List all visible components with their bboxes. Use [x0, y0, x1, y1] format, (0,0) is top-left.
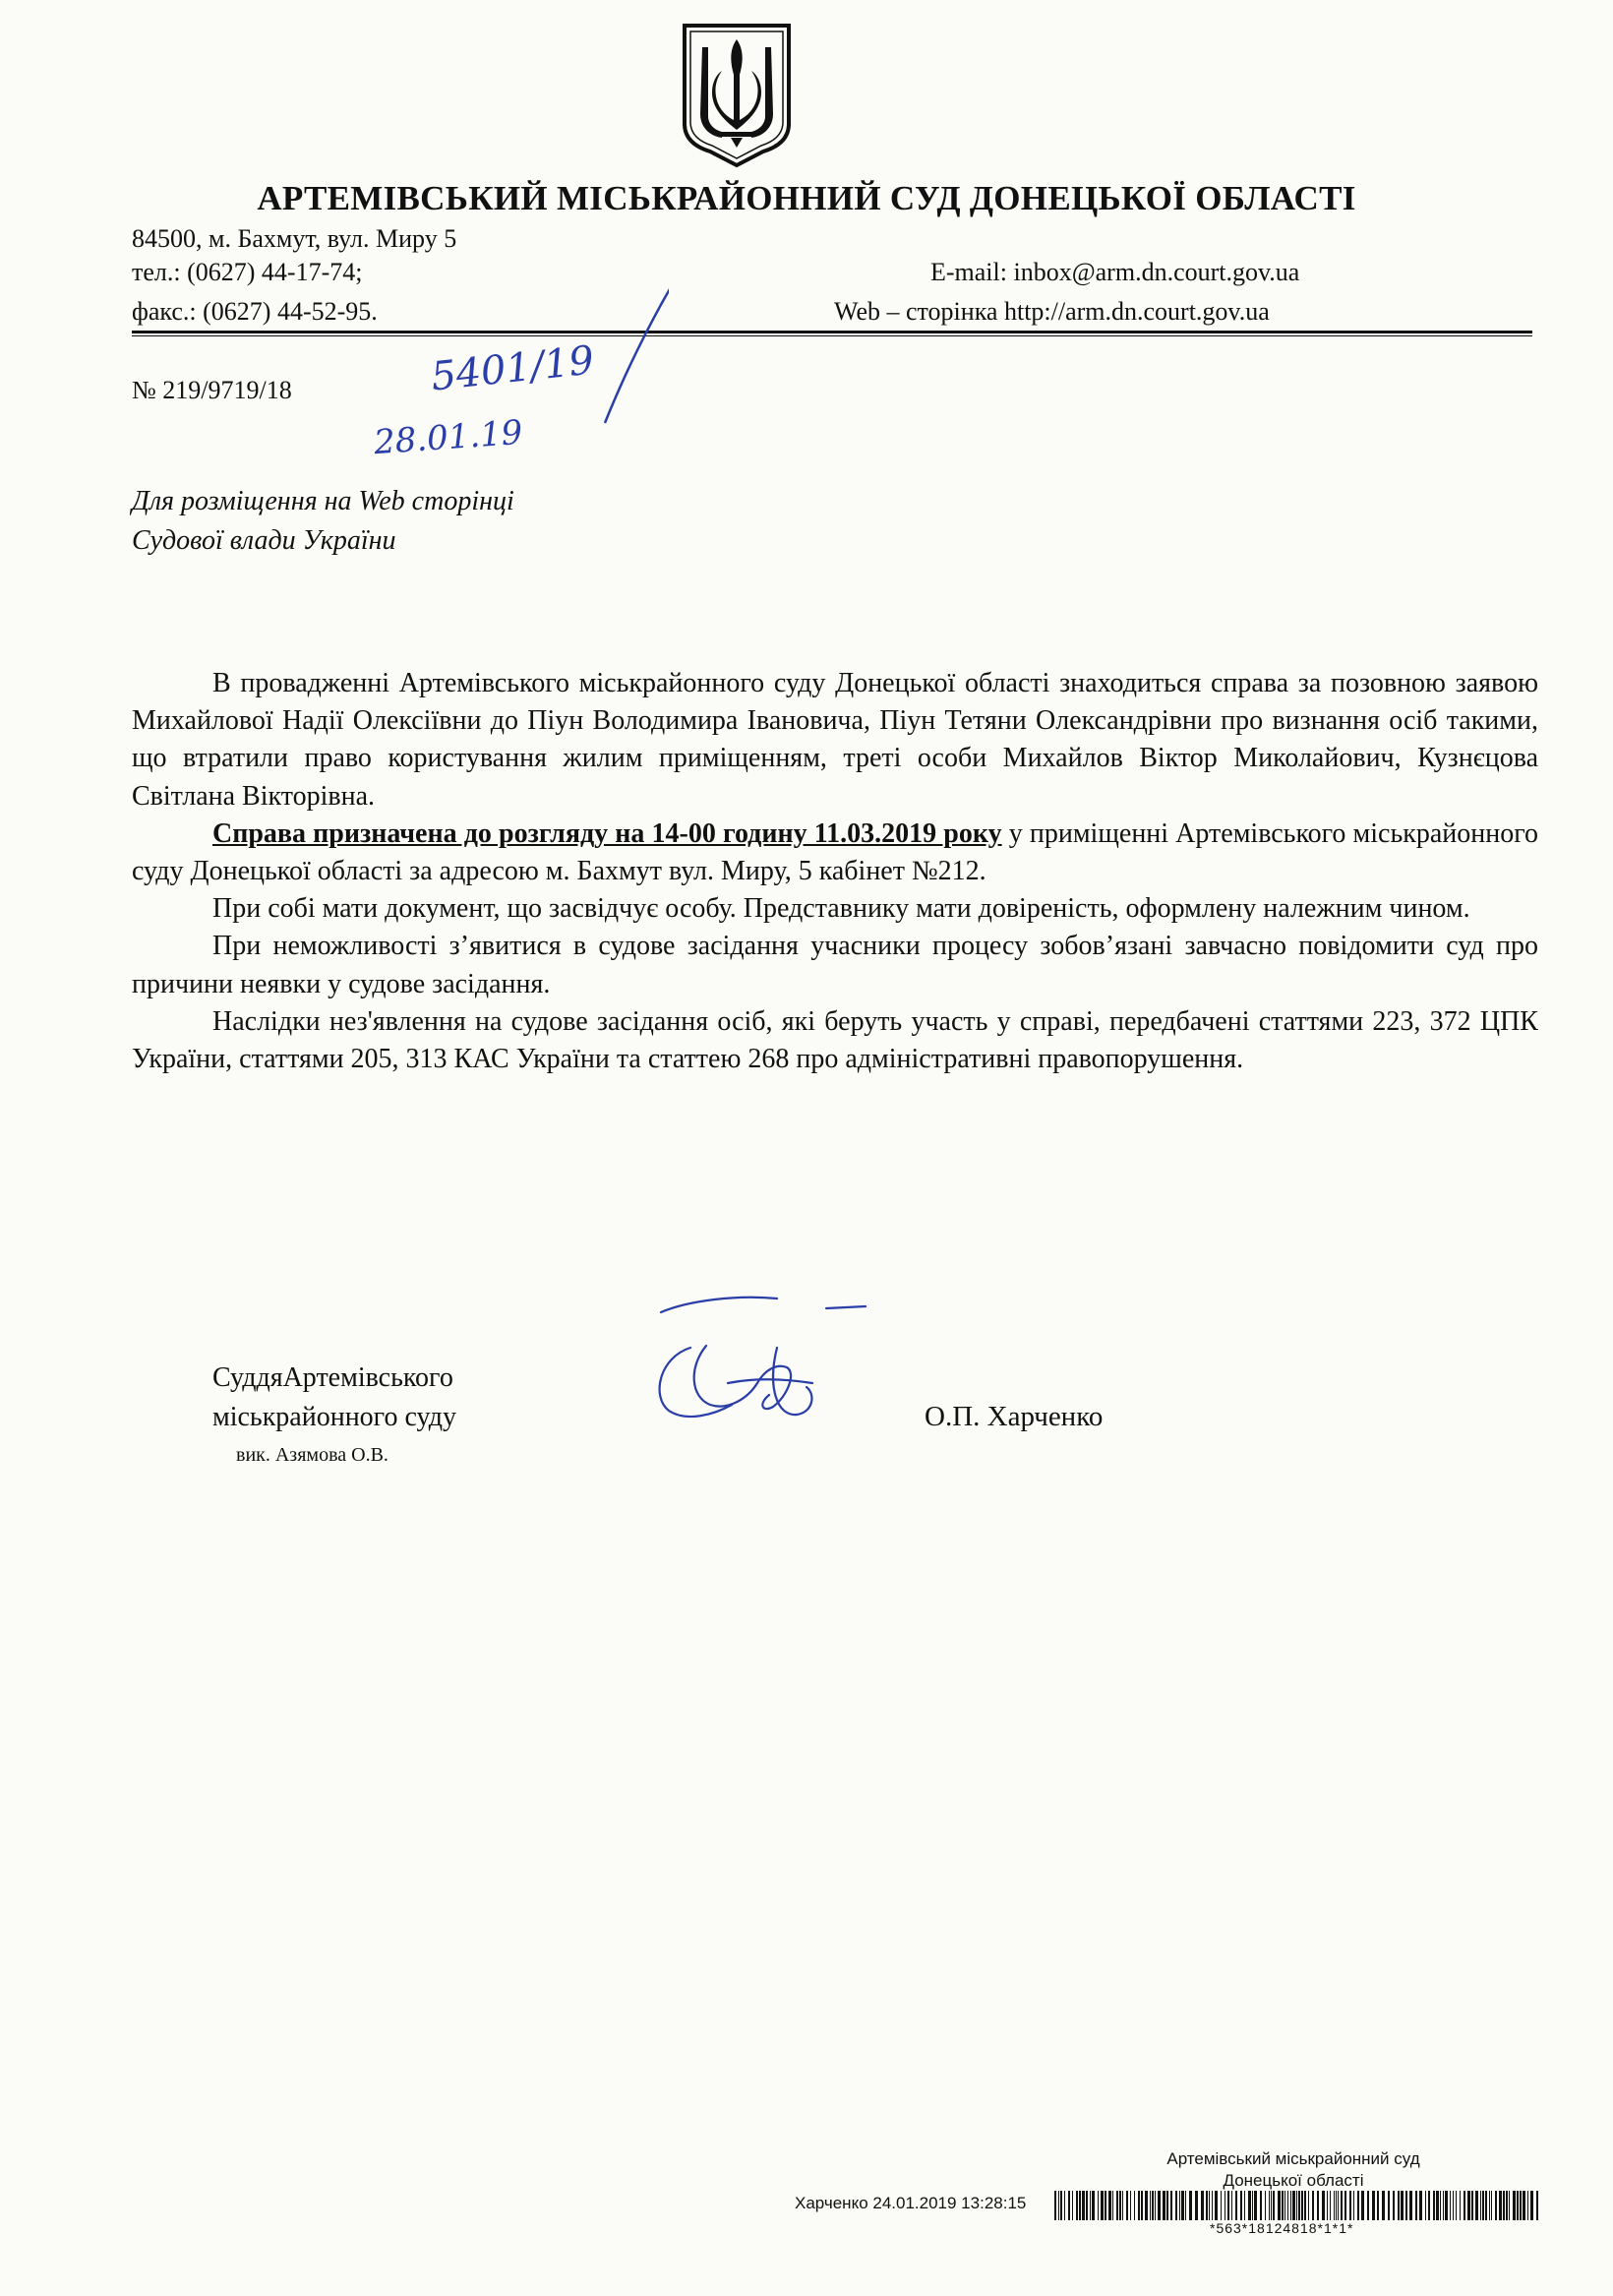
barcode-icon: [1054, 2191, 1540, 2220]
acting-judge-note: вик. Азямова О.В.: [236, 1444, 388, 1466]
paragraph-absence-notice: При неможливості з’явитися в судове засідання учасники процесу зобов’язані завчасно повідомити суд про причини неявки у судове засідання.: [132, 931, 1538, 999]
court-email: E-mail: inbox@arm.dn.court.gov.ua: [930, 258, 1300, 286]
e-stamp-signer: Харченко 24.01.2019 13:28:15: [795, 2194, 1027, 2212]
court-address: 84500, м. Бахмут, вул. Миру 5: [132, 224, 457, 253]
document-number: № 219/9719/18: [132, 376, 292, 404]
barcode-code: *563*18124818*1*1*: [1210, 2220, 1354, 2236]
coat-of-arms-icon: [679, 22, 795, 169]
addressee: [132, 482, 514, 561]
header-divider-thin: [132, 335, 1532, 336]
paragraph-hearing-schedule: [132, 816, 1538, 890]
judge-title: [212, 1359, 456, 1437]
court-name: АРТЕМІВСЬКИЙ МІСЬКРАЙОННИЙ СУД ДОНЕЦЬКОЇ ОБЛАСТІ: [257, 179, 1356, 217]
hearing-date-emphasis: Справа призначена до розгляду на 14-00 годину 11.03.2019 року: [212, 817, 1002, 849]
handwritten-signature: [629, 1289, 885, 1446]
e-stamp-court-line: Артемівський міськрайонний суд: [1166, 2149, 1420, 2168]
letter-body: [132, 665, 1538, 1078]
addressee-line: Судової влади України: [132, 525, 396, 556]
header-divider: [132, 331, 1532, 333]
handwritten-registration-number: 5401/19: [429, 337, 597, 400]
judge-title-line: СуддяАртемівського: [212, 1362, 453, 1393]
court-fax: факс.: (0627) 44-52-95.: [132, 297, 378, 326]
paragraph-documents: При собі мати документ, що засвідчує особу. Представнику мати довіреність, оформлену належним чином.: [212, 893, 1470, 925]
court-web-page: Web – сторінка http://arm.dn.court.gov.ua: [834, 297, 1270, 326]
handwritten-registration-date: 28.01.19: [372, 412, 524, 463]
paragraph-case-description: В провадженні Артемівського міськрайонного суду Донецької області знаходиться справа за позовною заявою Михайлової Надії Олексіївни до Піун Володимира Івановича, Піун Тетяни Олександрівни про визнання осіб такими, що втратили право користування жилим приміщенням, треті особи Михайлов Віктор Миколайович, Кузнєцова Світлана Вікторівна.: [132, 668, 1538, 812]
addressee-line: Для розміщення на Web сторінці: [132, 486, 514, 516]
hearing-location: у приміщенні Артемівського міськрайонного суду Донецької області за адресою м. Бахмут вул. Миру, 5 кабінет №212.: [132, 817, 1539, 887]
e-stamp-court-line: Донецької області: [1223, 2171, 1364, 2190]
judge-name: О.П. Харченко: [925, 1401, 1104, 1432]
court-phone: тел.: (0627) 44-17-74;: [132, 258, 363, 286]
paragraph-consequences: Наслідки нез'явлення на судове засідання осіб, які беруть участь у справі, передбачені статтями 223, 372 ЦПК України, статтями 205, 313 КАС України та статтею 268 про адміністративні правопорушення.: [132, 1005, 1538, 1075]
judge-title-line: міськрайонного суду: [212, 1402, 457, 1432]
e-stamp-court: [1102, 2148, 1485, 2192]
